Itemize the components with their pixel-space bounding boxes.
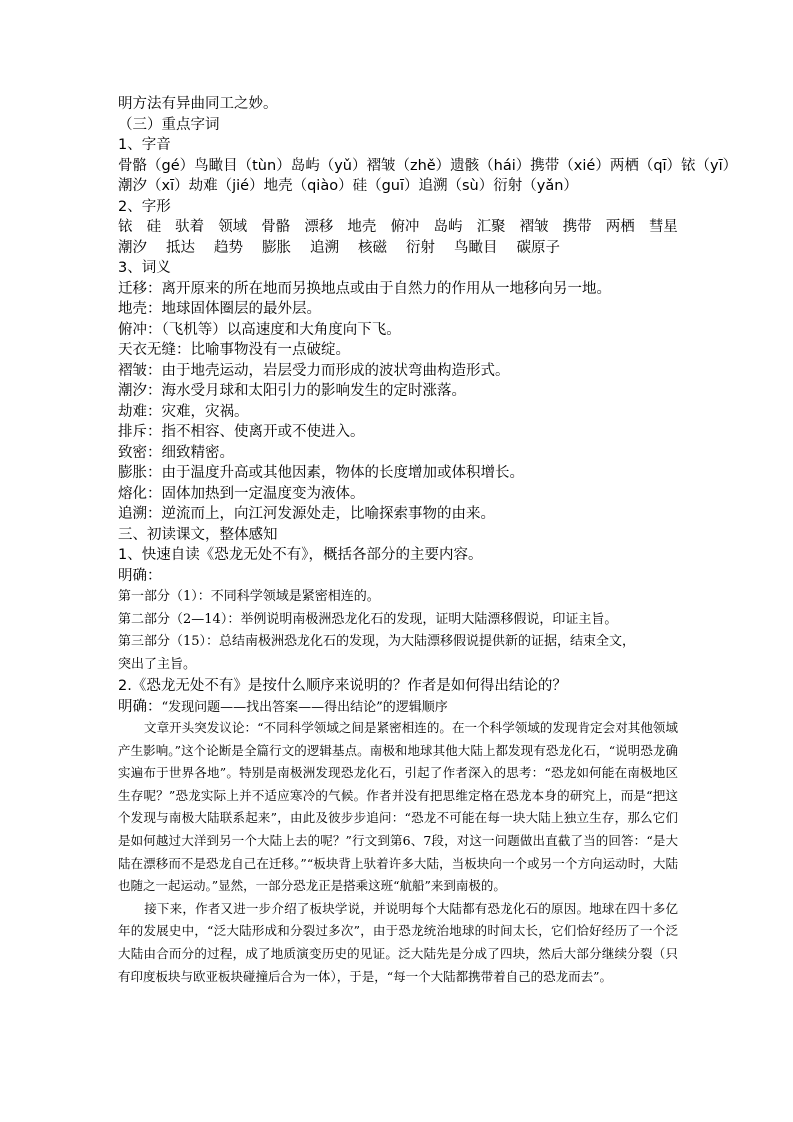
text-line: 明方法有异曲同工之妙。 bbox=[118, 96, 278, 112]
part-summary: 第三部分（15）：总结南极洲恐龙化石的发现，为大陆漂移假说提供新的证据，结束全文， bbox=[118, 634, 636, 649]
analysis-paragraph bbox=[118, 717, 678, 898]
definition-line: 迁移：离开原来的所在地而另换地点或由于自然力的作用从一地移向另一地。 bbox=[118, 280, 611, 297]
section-heading: 三、初读课文，整体感知 bbox=[118, 526, 278, 543]
word: 地壳 bbox=[347, 219, 377, 235]
subsection-heading: 2、字形 bbox=[118, 198, 171, 215]
word: 硅 bbox=[146, 219, 162, 235]
word: 趋势 bbox=[214, 239, 243, 256]
word: 抵达 bbox=[166, 239, 195, 256]
paragraph-text: 接下来，作者又进一步介绍了板块学说，并说明每个大陆都有恐龙化石的原因。地球在四十多亿年的发展史中，“泛大陆形成和分裂过多次”，由于恐龙统治地球的时间太长，它们恰好经历了一个泛大陆由合而分的过程，成了地质演变历史的见证。泛大陆先是分成了四块，然后大部分继续分裂（只有印度板块与欧亚板块碰撞后合为一体），于是，“每一个大陆都携带着自己的恐龙而去”。 bbox=[118, 900, 678, 984]
definition-line: 排斥：指不相容、使离开或不使进入。 bbox=[118, 424, 365, 440]
word: 铱 bbox=[118, 219, 133, 235]
word: 俯冲 bbox=[390, 219, 420, 235]
zixing-row-1 bbox=[118, 217, 678, 238]
question-line: 2.《恐龙无处不有》是按什么顺序来说明的？作者是如何得出结论的？ bbox=[118, 678, 567, 694]
answer-line bbox=[118, 697, 678, 718]
document-content bbox=[118, 94, 738, 988]
definition-line: 潮汐：海水受月球和太阳引力的影响发生的定时涨落。 bbox=[118, 383, 466, 399]
word: 潮汐 bbox=[118, 239, 147, 256]
word: 携带 bbox=[562, 219, 592, 235]
paragraph-text: 文章开头突发议论：“不同科学领域之间是紧密相连的。在一个科学领域的发现肯定会对其他领域产生影响。”这个论断是全篇行文的逻辑基点。南极和地球其他大陆上都发现有恐龙化石，“说明恐龙确实遍布于世界各地”。特别是南极洲发现恐龙化石，引起了作者深入的思考：“恐龙如何能在南极地区生存呢？”恐龙实际上并不适应寒冷的气候。作者并没有把思维定格在恐龙本身的研究上，而是“把这个发现与南极大陆联系起来”，由此及彼步步追问：“恐龙不可能在每一块大陆上独立生存，那么它们是如何越过大洋到另一个大陆上去的呢？”行文到第6、7段，对这一问题做出直截了当的回答：“是大陆在漂移而不是恐龙自己在迁移。”“板块背上驮着许多大陆，当板块向一个或另一个方向运动时，大陆也随之一起运动。”显然，一部分恐龙正是搭乘这班“航船”来到南极的。 bbox=[118, 720, 678, 894]
definition-line: 地壳：地球固体圈层的最外层。 bbox=[118, 301, 321, 317]
part-summary: 第二部分（2—14）：举例说明南极洲恐龙化石的发现，证明大陆漂移假说，印证主旨。 bbox=[118, 611, 618, 627]
word: 彗星 bbox=[648, 219, 678, 235]
word: 核磁 bbox=[358, 239, 387, 256]
answer-text: “发现问题——找出答案——得出结论”的逻辑顺序 bbox=[161, 699, 448, 715]
part-summary: 突出了主旨。 bbox=[118, 656, 197, 672]
word: 褶皱 bbox=[519, 219, 549, 235]
word: 两栖 bbox=[605, 219, 635, 235]
definition-line: 天衣无缝：比喻事物没有一点破绽。 bbox=[118, 342, 350, 358]
answer-label: 明确： bbox=[118, 698, 162, 715]
definition-line: 膨胀：由于温度升高或其他因素，物体的长度增加或体积增长。 bbox=[118, 465, 524, 481]
definition-line: 追溯：逆流而上，向江河发源处走，比喻探索事物的由来。 bbox=[118, 506, 495, 522]
pronunciation-line: 骨骼（gé）鸟瞰目（tùn）岛屿（yǔ）褶皱（zhě）遗骸（hái）携带（xié）两栖（qī）铱（yī） bbox=[118, 157, 738, 174]
word: 漂移 bbox=[304, 219, 334, 235]
word: 驮着 bbox=[175, 219, 205, 235]
subsection-heading: 3、词义 bbox=[118, 260, 171, 276]
answer-label: 明确： bbox=[118, 567, 162, 584]
word: 汇聚 bbox=[476, 219, 506, 235]
word: 领域 bbox=[218, 219, 248, 235]
word: 鸟瞰目 bbox=[454, 239, 498, 256]
part-summary: 第一部分（1）：不同科学领域是紧密相连的。 bbox=[118, 589, 380, 604]
word: 衍射 bbox=[406, 239, 435, 256]
word: 膨胀 bbox=[262, 239, 291, 256]
question-line: 1、快速自读《恐龙无处不有》，概括各部分的主要内容。 bbox=[118, 547, 483, 563]
analysis-paragraph bbox=[118, 898, 678, 988]
word: 追溯 bbox=[310, 239, 339, 256]
definition-line: 褶皱：由于地壳运动，岩层受力而形成的波状弯曲构造形式。 bbox=[118, 362, 510, 379]
definition-line: 熔化：固体加热到一定温度变为液体。 bbox=[118, 485, 365, 502]
definition-line: 俯冲：（飞机等）以高速度和大角度向下飞。 bbox=[118, 321, 401, 338]
section-heading: （三）重点字词 bbox=[118, 116, 220, 133]
subsection-heading: 1、字音 bbox=[118, 137, 171, 153]
definition-line: 劫难：灾难，灾祸。 bbox=[118, 403, 249, 420]
word: 碳原子 bbox=[516, 239, 560, 256]
pronunciation-line: 潮汐（xī）劫难（jié）地壳（qiào）硅（guī）追溯（sù）衍射（yǎn） bbox=[118, 178, 578, 194]
zixing-row-2 bbox=[118, 238, 678, 259]
word: 岛屿 bbox=[433, 219, 463, 235]
word: 骨骼 bbox=[261, 219, 291, 235]
definition-line: 致密：细致精密。 bbox=[118, 444, 234, 461]
